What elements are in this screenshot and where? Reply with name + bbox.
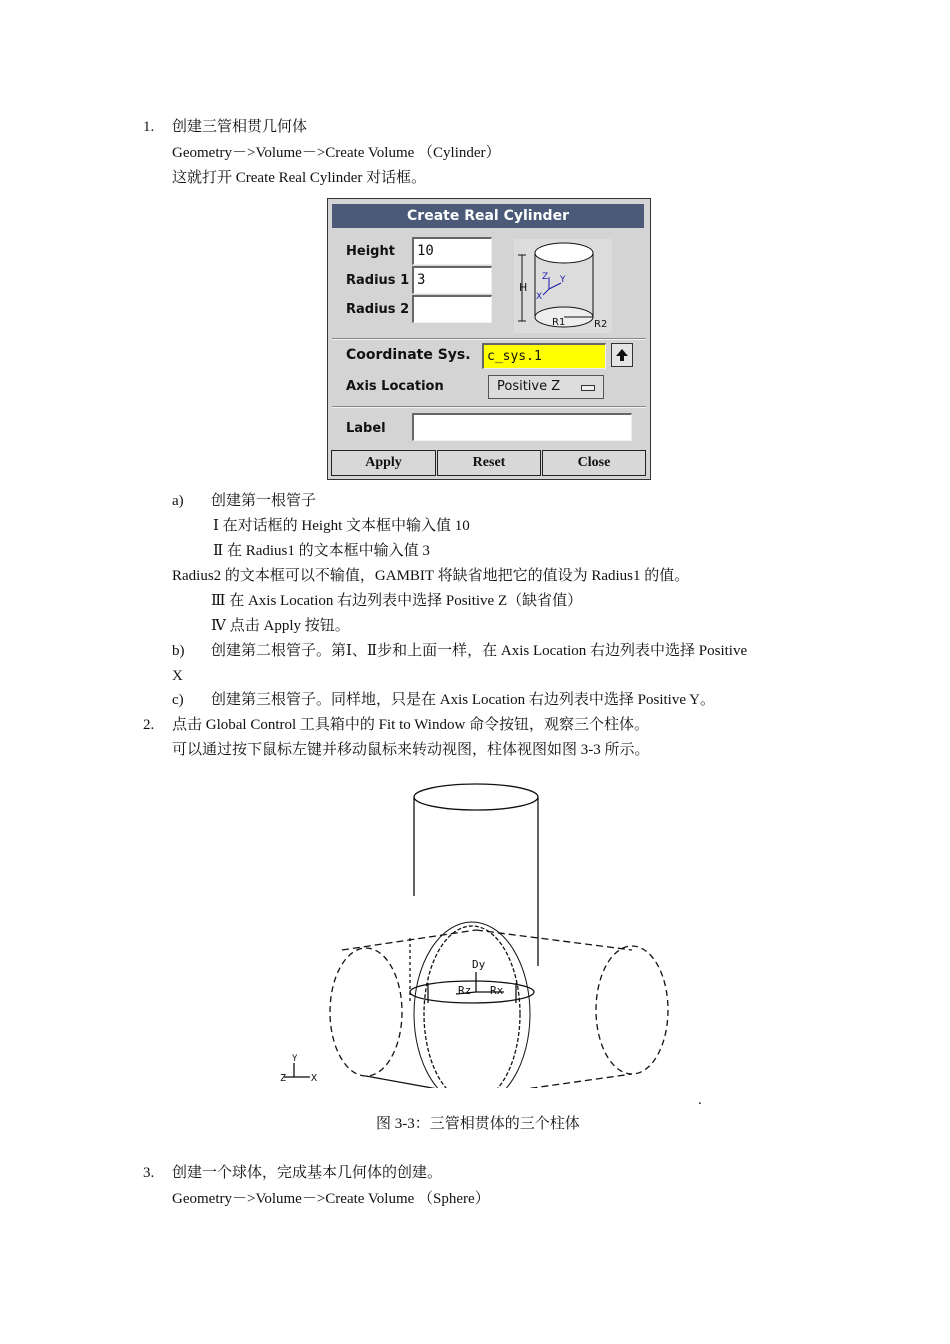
dropdown-indicator-icon (581, 385, 595, 391)
dy-label: Dy (472, 958, 486, 971)
reset-button[interactable]: Reset (437, 450, 541, 476)
sub-item-a-mark: a) (172, 493, 184, 509)
create-real-cylinder-dialog (327, 198, 651, 480)
triad-y-label: Y (292, 1054, 298, 1064)
height-input[interactable]: 10 (412, 237, 492, 265)
dialog-intro-text: 这就打开 Create Real Cylinder 对话框。 (172, 170, 427, 186)
svg-text:Z: Z (542, 272, 549, 282)
sub-item-b-mark: b) (172, 643, 185, 659)
menu-path-cylinder: Geometry－>Volume－>Create Volume （Cylinder） (172, 145, 501, 161)
sub-item-c-mark: c) (172, 692, 184, 708)
radius2-label: Radius 2 (346, 302, 410, 317)
three-cylinders-figure (270, 778, 690, 1088)
stray-dot: . (698, 1092, 702, 1108)
height-label: Height (346, 244, 395, 259)
item-1-heading: 创建三管相贯几何体 (172, 119, 308, 135)
arrow-up-icon (612, 344, 632, 366)
svg-text:R2: R2 (594, 319, 608, 330)
item-number-3: 3. (143, 1165, 155, 1181)
dialog-title: Create Real Cylinder (332, 204, 644, 228)
item-number-1: 1. (143, 119, 155, 135)
rz-label: Rz (458, 984, 472, 997)
item-3-text: 创建一个球体，完成基本几何体的创建。 (172, 1165, 443, 1181)
axis-location-value: Positive Z (497, 379, 561, 394)
axis-location-label: Axis Location (346, 379, 444, 394)
triad-z-label: Z (280, 1073, 287, 1084)
sub-item-b-text: 创建第二根管子。第Ⅰ、Ⅱ步和上面一样，在 Axis Location 右边列表中选择 Positive (211, 643, 748, 659)
radius1-input[interactable]: 3 (412, 266, 492, 294)
apply-button[interactable]: Apply (331, 450, 436, 476)
svg-text:Y: Y (560, 275, 566, 285)
coordinate-sys-label: Coordinate Sys. (346, 347, 471, 363)
axis-location-select[interactable] (488, 375, 604, 399)
step-note: Radius2 的文本框可以不输值，GAMBIT 将缺省地把它的值设为 Radius1 的值。 (172, 568, 690, 584)
close-button[interactable]: Close (542, 450, 646, 476)
label-input[interactable] (412, 413, 632, 441)
step-3: Ⅲ 在 Axis Location 右边列表中选择 Positive Z（缺省值） (211, 593, 583, 609)
menu-path-sphere: Geometry－>Volume－>Create Volume （Sphere） (172, 1191, 490, 1207)
coordinate-pick-button[interactable] (611, 343, 633, 367)
cylinder-diagram-icon (514, 239, 612, 333)
triad-x-label: X (311, 1073, 318, 1084)
item-2-text: 点击 Global Control 工具箱中的 Fit to Window 命令按钮，观察三个柱体。 (172, 717, 650, 733)
separator (332, 338, 646, 340)
radius2-input[interactable] (412, 295, 492, 323)
svg-text:X: X (536, 292, 543, 302)
rx-label: Rx (490, 984, 504, 997)
step-4: Ⅳ 点击 Apply 按钮。 (211, 618, 350, 634)
step-2: Ⅱ 在 Radius1 的文本框中输入值 3 (213, 543, 430, 559)
item-number-2: 2. (143, 717, 155, 733)
svg-text:R1: R1 (552, 317, 566, 328)
coordinate-sys-input[interactable]: c_sys.1 (482, 343, 606, 369)
sub-item-b-continuation: X (172, 668, 183, 684)
item-2-subtext: 可以通过按下鼠标左键并移动鼠标来转动视图，柱体视图如图 3-3 所示。 (172, 742, 650, 758)
sub-item-a-text: 创建第一根管子 (211, 493, 317, 509)
label-field-label: Label (346, 421, 386, 436)
step-1: Ⅰ 在对话框的 Height 文本框中输入值 10 (213, 518, 470, 534)
svg-text:H: H (519, 281, 528, 294)
radius1-label: Radius 1 (346, 273, 410, 288)
figure-caption: 图 3-3：三管相贯体的三个柱体 (376, 1116, 580, 1132)
separator (332, 406, 646, 408)
sub-item-c-text: 创建第三根管子。同样地，只是在 Axis Location 右边列表中选择 Positive Y。 (211, 692, 716, 708)
